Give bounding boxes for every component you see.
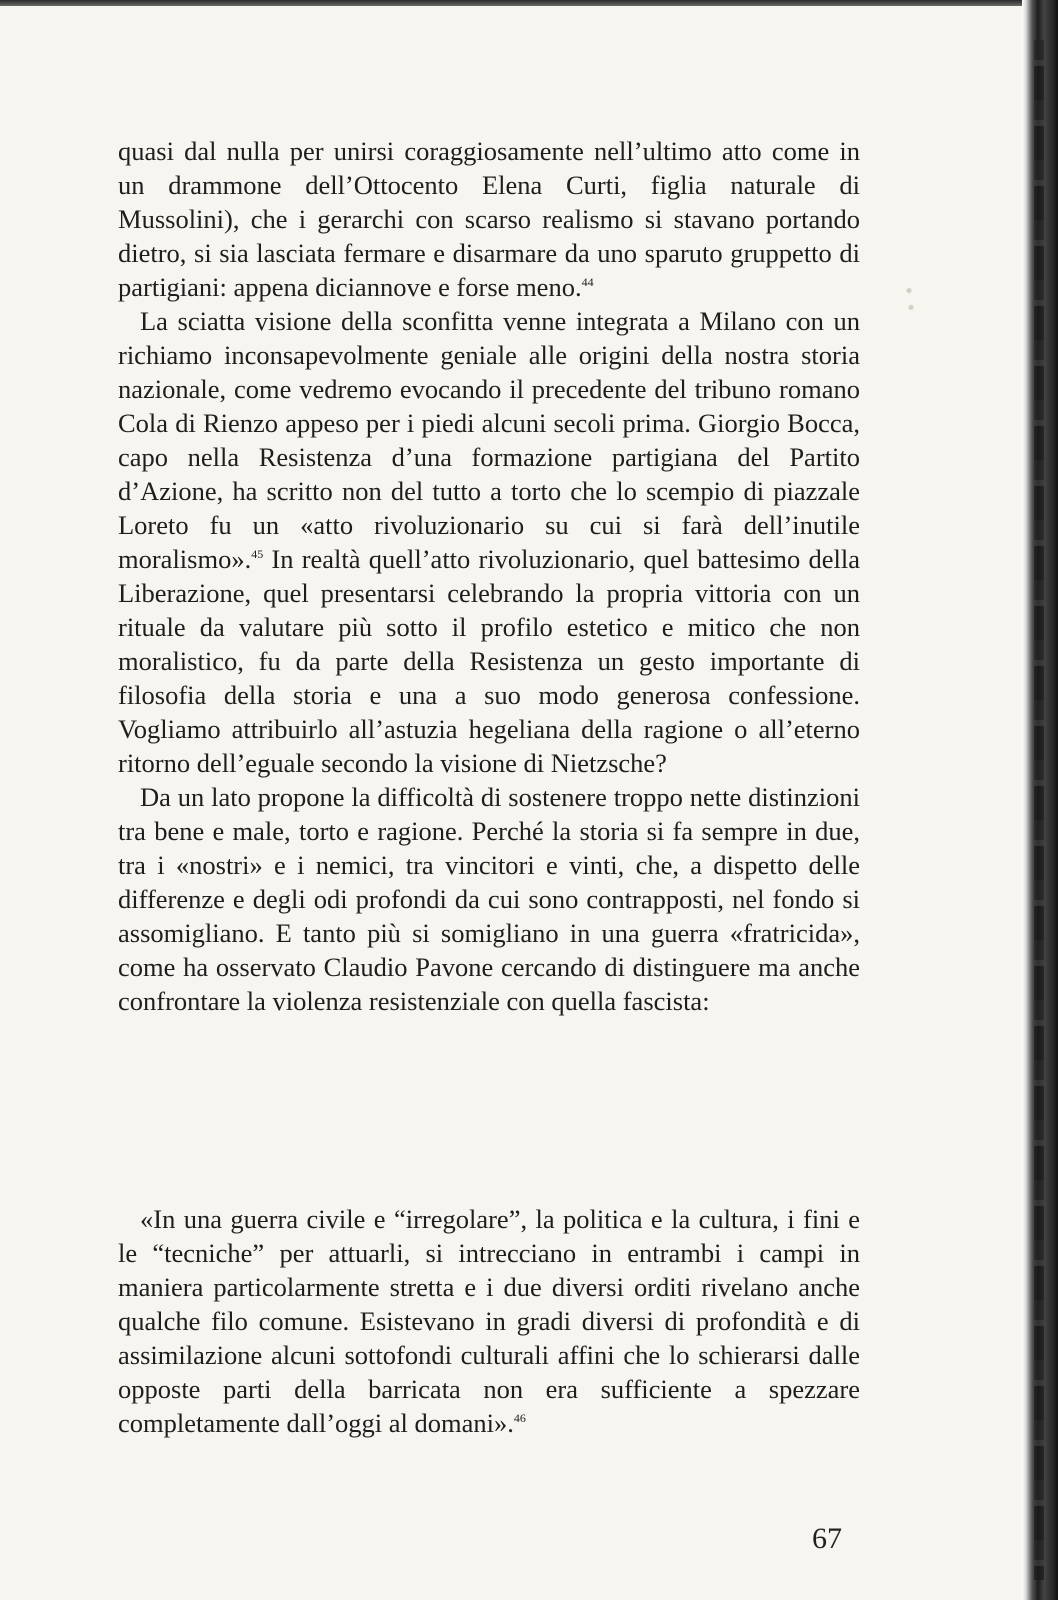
quote-text: «In una guerra civile e “irregolare”, la politica e la cultura, i fini e le “tecniche” per attuarli, si intrecciano in entrambi i campi in maniera particolarmente stretta e i due diversi orditi rivelano anche qualche filo comune. Esistevano in gradi diversi di profondità e di assimilazione alcuni sottofondi culturali affini che lo schierarsi dalle opposte parti della barricata non era sufficiente a spezzare completamente dall’oggi al domani». — [118, 1204, 860, 1438]
footnote-ref-44: 44 — [581, 275, 594, 290]
page-number: 67 — [812, 1522, 842, 1555]
paragraph-2 — [118, 304, 860, 780]
paragraph-1 — [118, 134, 860, 304]
paragraph-2-text-part-1: La sciatta visione della sconfitta venne integrata a Milano con un richiamo inconsapevolmente geniale alle origini della nostra storia nazionale, come vedremo evocando il precedente del tribuno romano Cola di Rienzo appeso per i piedi alcuni secoli prima. Giorgio Bocca, capo nella Resistenza d’una formazione partigiana del Partito d’Azione, ha scritto non del tutto a torto che lo scempio di piazzale Loreto fu un «atto rivoluzionario su cui si farà dell’inutile moralismo». — [118, 306, 860, 574]
book-spine-shadow — [1022, 0, 1058, 1600]
paragraph-3-text: Da un lato propone la difficoltà di sostenere troppo nette distinzioni tra bene e male, torto e ragione. Perché la storia si fa sempre in due, tra i «nostri» e i nemici, tra vincitori e vinti, che, a dispetto delle differenze e degli odi profondi da cui sono contrapposti, nel fondo si assomigliano. E tanto più si somigliano in una guerra «fratricida», come ha osservato Claudio Pavone cercando di distinguere ma anche confrontare la violenza resistenziale con quella fascista: — [118, 782, 860, 1016]
block-quote — [118, 1202, 860, 1440]
quote-paragraph — [118, 1202, 860, 1440]
paragraph-2-text-part-2: In realtà quell’atto rivoluzionario, quel battesimo della Liberazione, quel presentarsi celebrando la propria vittoria con un rituale da valutare più sotto il profilo estetico e mitico che non moralistico, fu da parte della Resistenza un gesto importante di filosofia della storia e una a suo modo generosa confessione. Vogliamo attribuirlo all’astuzia hegeliana della ragione o all’eterno ritorno dell’eguale secondo la visione di Nietzsche? — [118, 544, 860, 778]
footnote-ref-46: 46 — [513, 1411, 526, 1426]
page-top-edge — [0, 0, 1058, 6]
paragraph-3 — [118, 780, 860, 1018]
footnote-ref-45: 45 — [251, 547, 264, 562]
body-text — [118, 134, 860, 1018]
spine-texture — [1034, 40, 1044, 1580]
paper-speck — [905, 278, 915, 320]
paragraph-1-text: quasi dal nulla per unirsi coraggiosamente nell’ultimo atto come in un drammone dell’Ottocento Elena Curti, figlia naturale di Mussolini), che i gerarchi con scarso realismo si stavano portando dietro, si sia lasciata fermare e disarmare da uno sparuto gruppetto di partigiani: appena diciannove e forse meno. — [118, 136, 860, 302]
